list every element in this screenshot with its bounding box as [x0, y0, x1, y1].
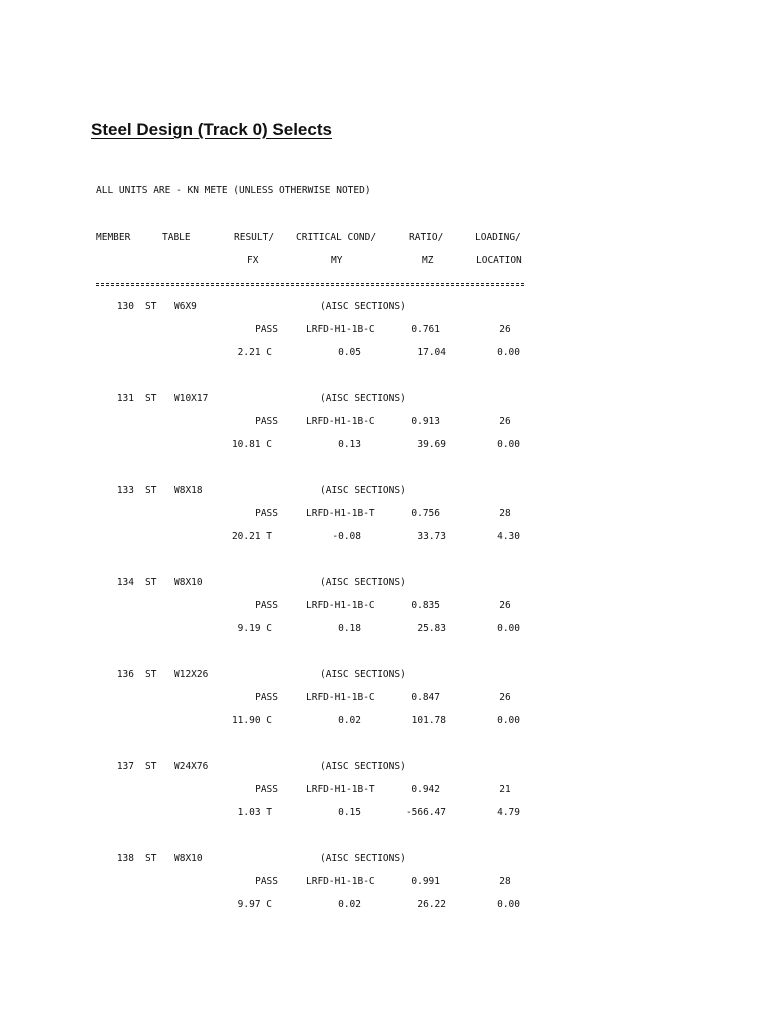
member-mz: 39.69 [417, 439, 446, 450]
member-fx: 10.81 C [231, 439, 272, 450]
member-loading: 28 [499, 508, 511, 519]
member-cond: LRFD-H1-1B-C [306, 876, 375, 887]
member-location: 0.00 [497, 347, 520, 358]
member-location: 4.30 [497, 531, 520, 542]
page-title: Steel Design (Track 0) Selects [91, 120, 332, 139]
units-note: ALL UNITS ARE - KN METE (UNLESS OTHERWISE NOTED) [96, 185, 371, 196]
member-section: W12X26 [174, 669, 209, 680]
member-table: (AISC SECTIONS) [320, 577, 406, 588]
member-my: -0.08 [332, 531, 361, 542]
member-mz: 33.73 [417, 531, 446, 542]
header-separator-rule [96, 283, 524, 286]
member-table: (AISC SECTIONS) [320, 853, 406, 864]
member-my: 0.05 [338, 347, 361, 358]
member-mz: -566.47 [405, 807, 446, 818]
member-location: 4.79 [497, 807, 520, 818]
member-mz: 25.83 [417, 623, 446, 634]
member-ratio: 0.913 [411, 416, 440, 427]
member-section: W10X17 [174, 393, 209, 404]
member-location: 0.00 [497, 899, 520, 910]
member-id: 133 [116, 485, 134, 496]
member-loading: 28 [499, 876, 511, 887]
header-mz: MZ [422, 255, 434, 266]
header-critical-cond: CRITICAL COND/ [296, 232, 377, 243]
member-cond: LRFD-H1-1B-C [306, 692, 375, 703]
member-type: ST [145, 853, 157, 864]
member-section: W24X76 [174, 761, 209, 772]
header-member: MEMBER [96, 232, 131, 243]
header-ratio: RATIO/ [409, 232, 444, 243]
member-cond: LRFD-H1-1B-C [306, 600, 375, 611]
member-fx: 9.97 C [237, 899, 272, 910]
member-fx: 2.21 C [237, 347, 272, 358]
member-fx: 11.90 C [231, 715, 272, 726]
member-loading: 26 [499, 692, 511, 703]
header-fx: FX [247, 255, 259, 266]
member-table: (AISC SECTIONS) [320, 485, 406, 496]
header-table: TABLE [162, 232, 191, 243]
member-location: 0.00 [497, 439, 520, 450]
member-type: ST [145, 669, 157, 680]
member-cond: LRFD-H1-1B-T [306, 784, 375, 795]
member-my: 0.18 [338, 623, 361, 634]
member-ratio: 0.847 [411, 692, 440, 703]
member-fx: 20.21 T [231, 531, 272, 542]
member-id: 136 [116, 669, 134, 680]
member-loading: 26 [499, 600, 511, 611]
member-table: (AISC SECTIONS) [320, 393, 406, 404]
member-result: PASS [255, 692, 278, 703]
member-ratio: 0.756 [411, 508, 440, 519]
member-loading: 26 [499, 324, 511, 335]
member-section: W6X9 [174, 301, 197, 312]
member-result: PASS [255, 600, 278, 611]
member-table: (AISC SECTIONS) [320, 669, 406, 680]
header-location: LOCATION [476, 255, 522, 266]
member-cond: LRFD-H1-1B-T [306, 508, 375, 519]
member-fx: 9.19 C [237, 623, 272, 634]
member-type: ST [145, 761, 157, 772]
member-mz: 101.78 [411, 715, 446, 726]
member-type: ST [145, 393, 157, 404]
member-ratio: 0.942 [411, 784, 440, 795]
member-type: ST [145, 301, 157, 312]
member-result: PASS [255, 876, 278, 887]
header-result: RESULT/ [234, 232, 275, 243]
member-loading: 21 [499, 784, 511, 795]
member-table: (AISC SECTIONS) [320, 301, 406, 312]
member-mz: 17.04 [417, 347, 446, 358]
member-mz: 26.22 [417, 899, 446, 910]
member-ratio: 0.991 [411, 876, 440, 887]
member-fx: 1.03 T [237, 807, 272, 818]
member-section: W8X10 [174, 577, 203, 588]
member-result: PASS [255, 416, 278, 427]
member-type: ST [145, 485, 157, 496]
member-result: PASS [255, 324, 278, 335]
member-cond: LRFD-H1-1B-C [306, 416, 375, 427]
member-section: W8X10 [174, 853, 203, 864]
member-my: 0.02 [338, 899, 361, 910]
member-loading: 26 [499, 416, 511, 427]
member-my: 0.13 [338, 439, 361, 450]
member-location: 0.00 [497, 623, 520, 634]
member-my: 0.02 [338, 715, 361, 726]
member-id: 130 [116, 301, 134, 312]
header-loading: LOADING/ [475, 232, 521, 243]
member-id: 134 [116, 577, 134, 588]
member-cond: LRFD-H1-1B-C [306, 324, 375, 335]
member-ratio: 0.761 [411, 324, 440, 335]
member-id: 131 [116, 393, 134, 404]
member-section: W8X18 [174, 485, 203, 496]
member-id: 137 [116, 761, 134, 772]
member-ratio: 0.835 [411, 600, 440, 611]
member-table: (AISC SECTIONS) [320, 761, 406, 772]
member-type: ST [145, 577, 157, 588]
header-my: MY [331, 255, 343, 266]
member-result: PASS [255, 784, 278, 795]
member-my: 0.15 [338, 807, 361, 818]
member-result: PASS [255, 508, 278, 519]
member-location: 0.00 [497, 715, 520, 726]
member-id: 138 [116, 853, 134, 864]
